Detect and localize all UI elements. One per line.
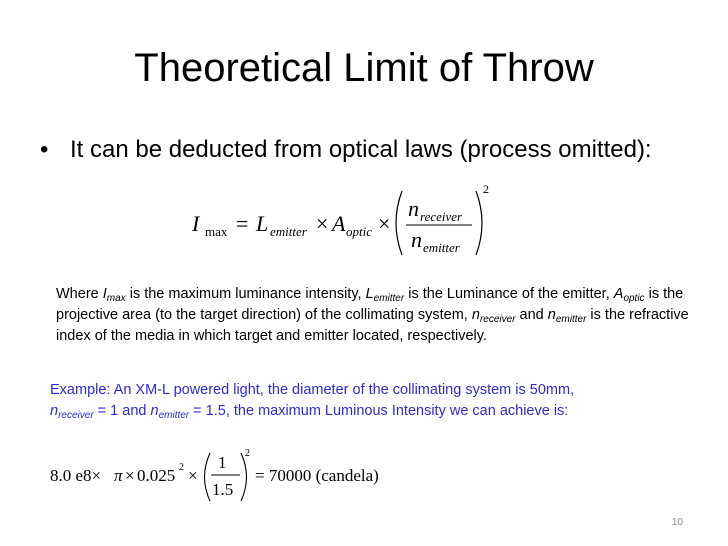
formula-right-paren xyxy=(476,191,482,255)
example-right-paren xyxy=(241,453,247,501)
example-times-a: × xyxy=(125,466,135,485)
slide-title: Theoretical Limit of Throw xyxy=(134,46,594,90)
example-paragraph: Example: An XM-L powered light, the diameter of the collimating system is 50mm, $n_{receiver} = 1$ and $n_{emitter} = 1.5$, the maximum Luminous Intensity we can achieve is: xyxy=(50,382,575,421)
example-value: 0.025 xyxy=(137,466,176,485)
example-left-paren xyxy=(205,453,211,501)
formula-times-2: × xyxy=(378,211,391,236)
formula-left-paren xyxy=(396,191,402,255)
formula-n-denominator: n xyxy=(411,227,422,252)
intensity-formula xyxy=(192,183,512,263)
formula-times-1: × xyxy=(316,211,329,236)
formula-n-denominator-sub: emitter xyxy=(423,240,460,255)
formula-equals: = xyxy=(236,211,249,236)
formula-n-numerator: n xyxy=(408,196,419,221)
example-exponent-b: 2 xyxy=(245,448,250,459)
formula-n-numerator-sub: receiver xyxy=(420,209,463,224)
bullet-text: It can be deducted from optical laws (process omitted): xyxy=(70,136,652,163)
example-exponent-a: 2 xyxy=(179,462,184,473)
formula-A-sub: optic xyxy=(346,224,372,239)
example-lhs: 8.0 e8× xyxy=(50,466,102,485)
formula-L: L xyxy=(256,211,269,236)
example-result: = 70000 (candela) xyxy=(255,466,379,485)
formula-A: A xyxy=(332,211,346,236)
example-numerator: 1 xyxy=(218,453,227,472)
formula-exponent: 2 xyxy=(483,183,489,196)
explanation-paragraph: Where $I_{max}$ is the maximum luminance intensity, $L_{emitter}$ is the Luminance of the emitter, $A_{optic}$ is the projective area (to the target direction) of the collimating system, $n_{receiver}$ and $n_{emitter}$ is the refractive index of the media in which target and emitter located, respectively. xyxy=(56,286,689,344)
formula-I: I xyxy=(192,211,200,236)
page-number: 10 xyxy=(671,517,683,528)
pi-symbol: π xyxy=(114,466,123,485)
example-times-b: × xyxy=(188,466,198,485)
formula-I-sub: max xyxy=(205,224,228,239)
example-denominator: 1.5 xyxy=(212,480,234,499)
example-formula xyxy=(48,448,408,506)
formula-L-sub: emitter xyxy=(270,224,307,239)
bullet-dot-icon: • xyxy=(40,136,49,163)
